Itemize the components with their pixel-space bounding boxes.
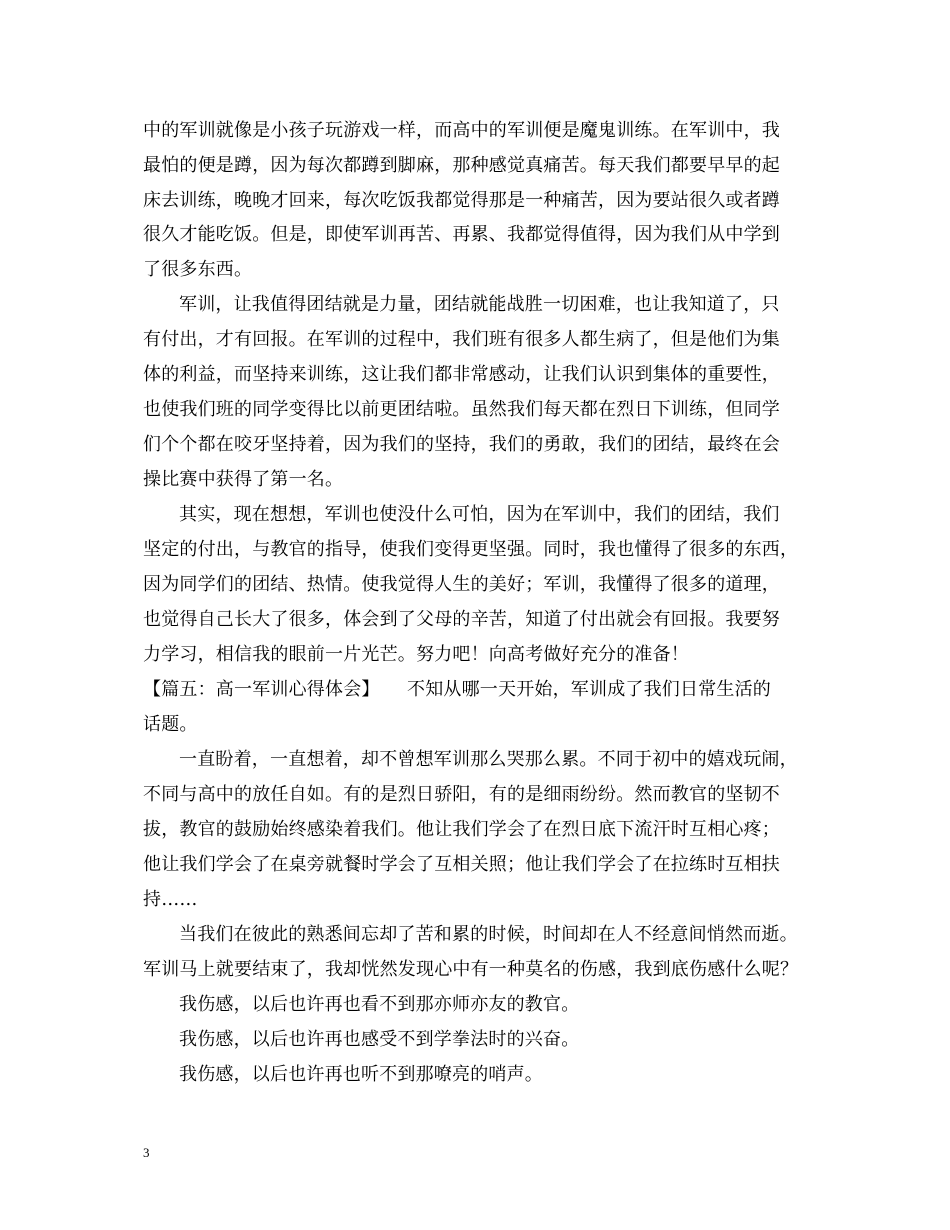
paragraph-first-line: 当我们在彼此的熟悉间忘却了苦和累的时候，时间却在人不经意间悄然而逝。 [179, 924, 798, 945]
text-line: 很久才能吃饭。但是，即使军训再苦、再累、我都觉得值得，因为我们从中学到 [143, 224, 780, 245]
text-line: 不同与高中的放任自如。有的是烈日骄阳，有的是细雨纷纷。然而教官的坚韧不 [143, 784, 780, 805]
section-heading-line: 【篇五：高一军训心得体会】 不知从哪一天开始，军训成了我们日常生活的 [143, 679, 771, 700]
text-line: 力学习，相信我的眼前一片光芒。努力吧！向高考做好充分的准备！ [143, 644, 689, 665]
page-number: 3 [143, 1145, 150, 1160]
text-line: 他让我们学会了在桌旁就餐时学会了互相关照；他让我们学会了在拉练时互相扶 [143, 854, 780, 875]
text-line: 们个个都在咬牙坚持着，因为我们的坚持，我们的勇敢，我们的团结，最终在会 [143, 434, 780, 455]
paragraph-first-line: 我伤感，以后也许再也看不到那亦师亦友的教官。 [179, 994, 580, 1015]
text-line: 话题。 [143, 714, 198, 735]
text-line: 床去训练，晚晚才回来，每次吃饭我都觉得那是一种痛苦，因为要站很久或者蹲 [143, 190, 780, 211]
text-line: 军训马上就要结束了，我却恍然发现心中有一种莫名的伤感，我到底伤感什么呢？ [143, 959, 799, 980]
text-line: 拔，教官的鼓励始终感染着我们。他让我们学会了在烈日底下流汗时互相心疼； [143, 819, 780, 840]
paragraph-first-line: 一直盼着，一直想着，却不曾想军训那么哭那么累。不同于初中的嬉戏玩闹， [179, 749, 798, 770]
text-line: 也觉得自己长大了很多，体会到了父母的辛苦，知道了付出就会有回报。我要努 [143, 609, 780, 630]
text-line: 最怕的便是蹲，因为每次都蹲到脚麻，那种感觉真痛苦。每天我们都要早早的起 [143, 155, 780, 176]
text-line: 中的军训就像是小孩子玩游戏一样，而高中的军训便是魔鬼训练。在军训中，我 [143, 120, 780, 141]
text-line: 操比赛中获得了第一名。 [143, 469, 344, 490]
text-line: 了很多东西。 [143, 259, 253, 280]
paragraph-first-line: 军训，让我值得团结就是力量，团结就能战胜一切困难，也让我知道了，只 [179, 294, 780, 315]
paragraph-first-line: 我伤感，以后也许再也感受不到学拳法时的兴奋。 [179, 1029, 580, 1050]
text-line: 持…… [143, 889, 198, 910]
text-line: 因为同学们的团结、热情。使我觉得人生的美好；军训，我懂得了很多的道理， [143, 574, 780, 595]
text-line: 也使我们班的同学变得比以前更团结啦。虽然我们每天都在烈日下训练，但同学 [143, 399, 780, 420]
text-line: 坚定的付出，与教官的指导，使我们变得更坚强。同时，我也懂得了很多的东西， [143, 539, 799, 560]
text-line: 有付出，才有回报。在军训的过程中，我们班有很多人都生病了，但是他们为集 [143, 329, 780, 350]
text-line: 体的利益，而坚持来训练，这让我们都非常感动，让我们认识到集体的重要性， [143, 364, 780, 385]
paragraph-first-line: 我伤感，以后也许再也听不到那嘹亮的哨声。 [179, 1064, 543, 1085]
paragraph-first-line: 其实，现在想想，军训也使没什么可怕，因为在军训中，我们的团结，我们 [179, 504, 780, 525]
